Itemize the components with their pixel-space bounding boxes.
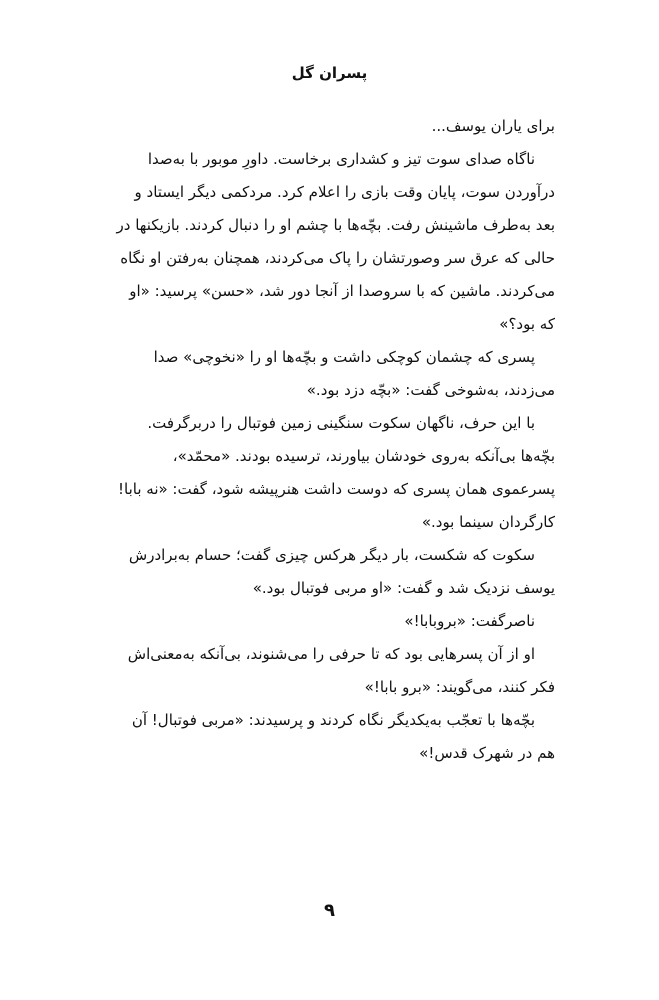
text-line: با این حرف، ناگهان سکوت سنگینی زمین فوتبال را دربرگرفت. xyxy=(147,414,535,432)
text-line: بچّه‌ها بی‌آنکه به‌روی خودشان بیاورند، ترسیده بودند. «محمّد»، xyxy=(172,447,555,465)
body-text xyxy=(103,110,555,770)
text-line: بعد به‌طرف ماشینش رفت. بچّه‌ها با چشم او را دنبال کردند. بازیکنها در xyxy=(116,216,555,234)
text-line: فکر کنند، می‌گویند: «برو بابا!» xyxy=(364,678,555,696)
text-line: پسری که چشمان کوچکی داشت و بچّه‌ها او را «نخوچی» صدا xyxy=(153,348,535,366)
text-line: کارگردان سینما بود.» xyxy=(421,513,555,531)
text-line: بچّه‌ها با تعجّب به‌یکدیگر نگاه کردند و پرسیدند: «مربی فوتبال! آن xyxy=(131,711,535,729)
text-line: می‌کردند. ماشین که با سروصدا از آنجا دور شد، «حسن» پرسید: «او xyxy=(129,282,555,300)
text-line: یوسف نزدیک شد و گفت: «او مربی فوتبال بود.» xyxy=(252,579,555,597)
text-line: حالی که عرق سر وصورتشان را پاک می‌کردند، همچنان به‌رفتن او نگاه xyxy=(120,249,555,267)
text-line: درآوردن سوت، پایان وقت بازی را اعلام کرد. مردکمی دیگر ایستاد و xyxy=(134,183,555,201)
text-line: سکوت که شکست، بار دیگر هرکس چیزی گفت؛ حسام به‌برادرش xyxy=(128,546,535,564)
text-line: برای یاران یوسف... xyxy=(431,117,555,135)
page-number: ۹ xyxy=(324,900,335,921)
text-line: هم در شهرک قدس!» xyxy=(419,744,555,762)
text-line: ناصرگفت: «بروبابا!» xyxy=(404,612,535,630)
running-title: پسران گل xyxy=(291,64,368,82)
text-line: که بود؟» xyxy=(499,315,555,333)
text-line: می‌زدند، به‌شوخی گفت: «بچّه دزد بود.» xyxy=(306,381,555,399)
text-line: او از آن پسرهایی بود که تا حرفی را می‌شنوند، بی‌آنکه به‌معنی‌اش xyxy=(127,645,535,663)
text-line: پسرعموی همان پسری که دوست داشت هنرپیشه شود، گفت: «نه بابا! xyxy=(118,480,555,498)
text-line: ناگاه صدای سوت تیز و کشداری برخاست. داورِ موبور با به‌صدا xyxy=(147,150,535,168)
